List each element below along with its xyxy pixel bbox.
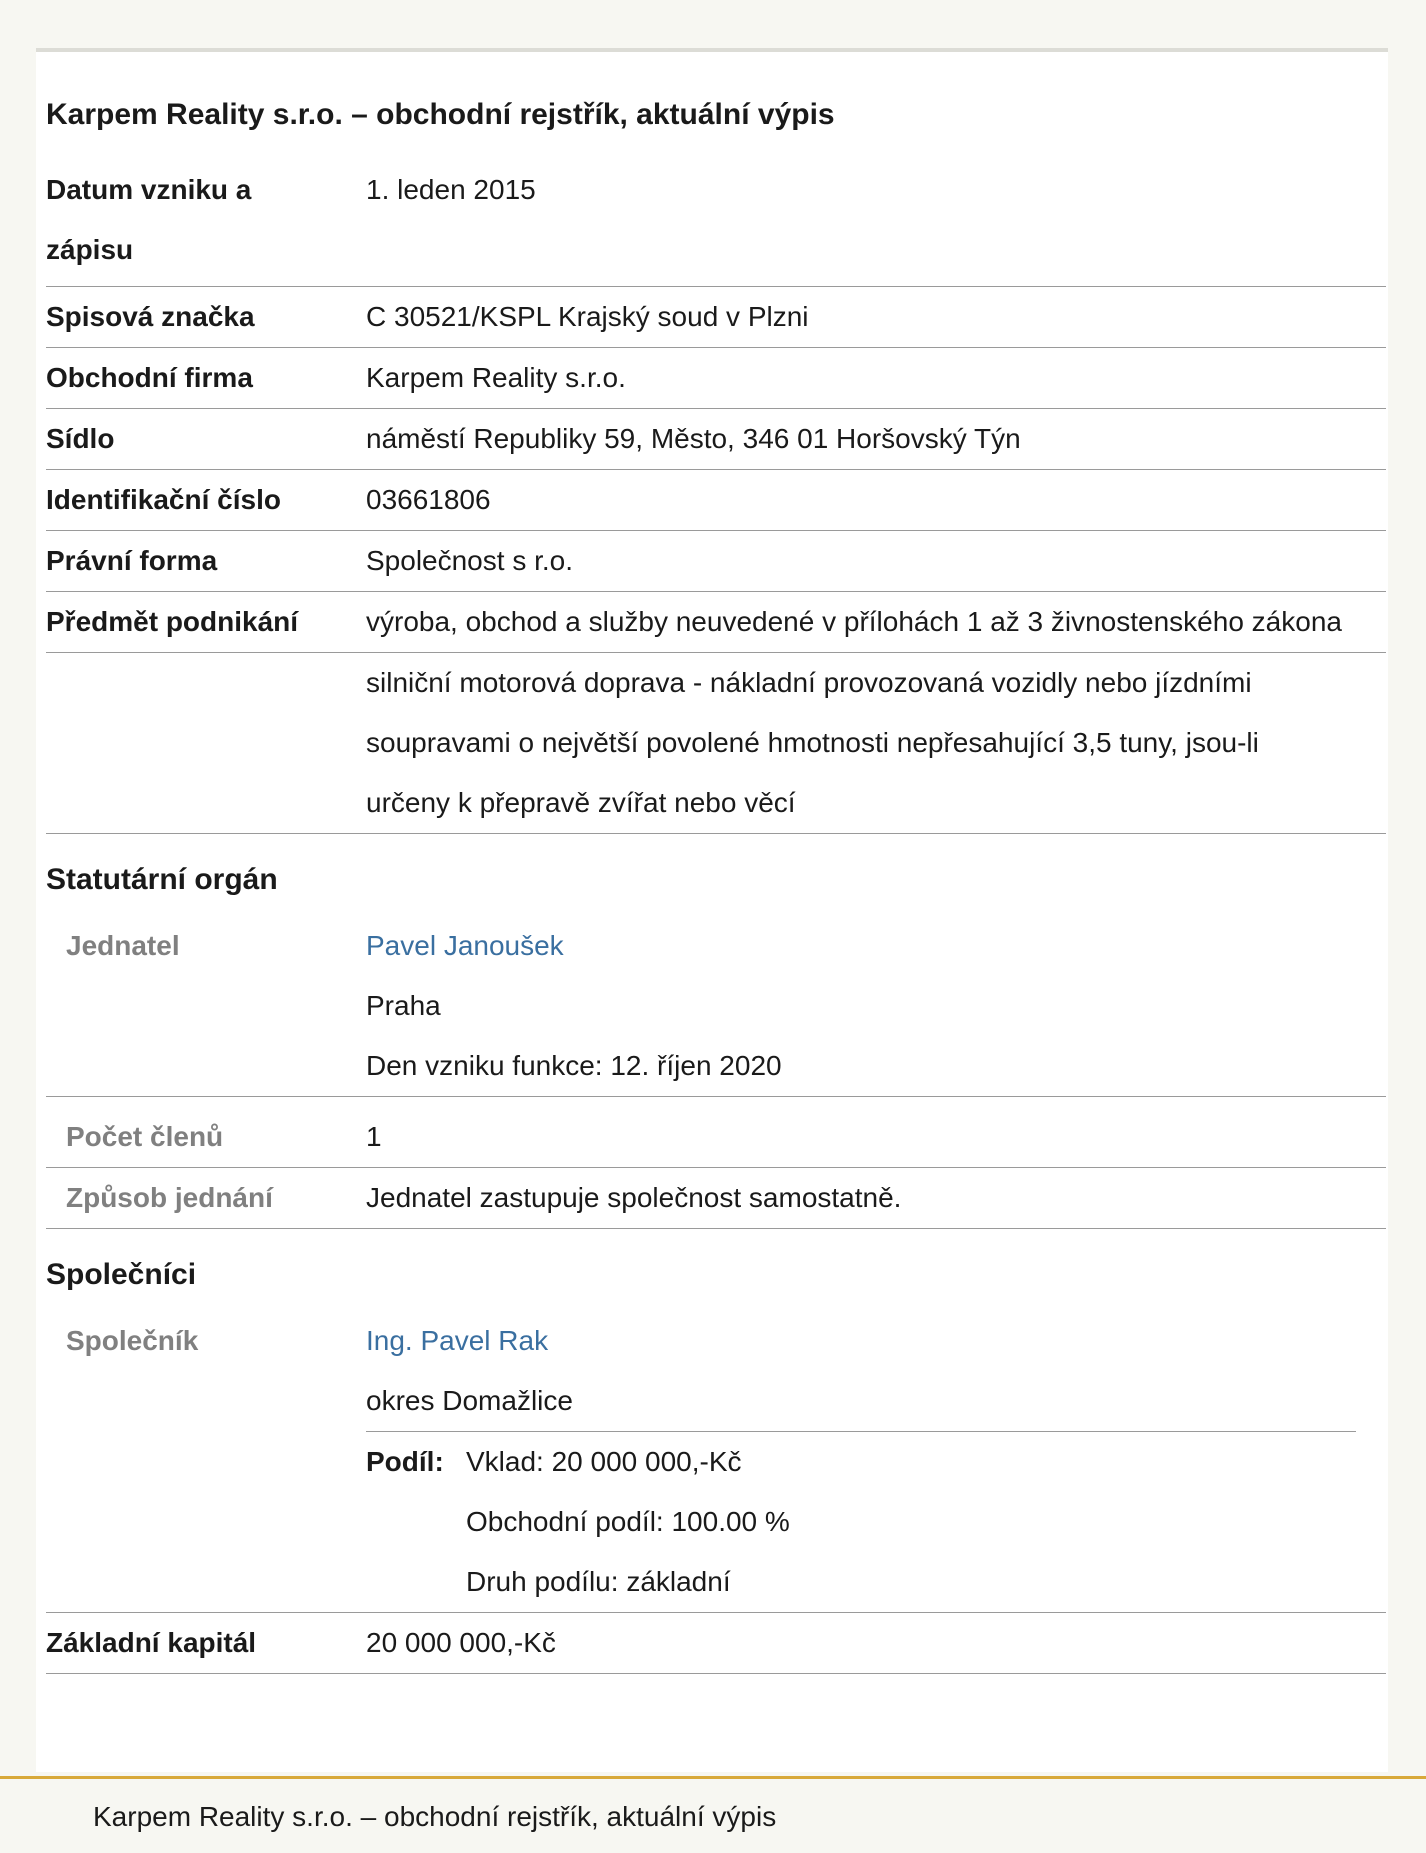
jednatel-name-link[interactable]: Pavel Janoušek — [366, 930, 564, 961]
value-id-number: 03661806 — [366, 484, 491, 515]
label-members-count: Počet členů — [66, 1121, 224, 1152]
value-business-activity-2: silniční motorová doprava - nákladní provozovaná vozidly nebo jízdními soupravami o největší povolené hmotnosti nepřesahující 3,5 tuny, jsou-li určeny k přepravě zvířat nebo věcí — [366, 667, 1259, 818]
row-partner — [46, 1311, 1386, 1613]
value-file-number: C 30521/KSPL Krajský soud v Plzni — [366, 301, 809, 332]
partners-heading: Společníci — [46, 1258, 197, 1291]
row-acting-method — [46, 1168, 1386, 1229]
statutory-heading: Statutární orgán — [46, 863, 278, 896]
partner-name-link[interactable]: Ing. Pavel Rak — [366, 1325, 549, 1356]
jednatel-city: Praha — [366, 990, 441, 1021]
share-details — [466, 1432, 790, 1612]
label-acting-method: Způsob jednání — [66, 1182, 273, 1213]
registry-table — [46, 160, 1386, 1674]
value-legal-form: Společnost s r.o. — [366, 545, 574, 576]
share-percent: Obchodní podíl: 100.00 % — [466, 1506, 790, 1537]
share-type: Druh podílu: základní — [466, 1566, 731, 1597]
row-capital — [46, 1613, 1386, 1674]
row-id-number — [46, 470, 1386, 531]
footer-title: Karpem Reality s.r.o. – obchodní rejstřík, aktuální výpis — [93, 1801, 777, 1832]
value-members-count: 1 — [366, 1121, 382, 1152]
value-seat: náměstí Republiky 59, Město, 346 01 Horšovský Týn — [366, 423, 1021, 454]
value-jednatel — [366, 916, 1386, 1096]
footer-bar — [0, 1776, 1426, 1853]
label-file-number: Spisová značka — [46, 301, 255, 332]
label-partner: Společník — [66, 1325, 199, 1356]
row-jednatel — [46, 916, 1386, 1097]
partner-region: okres Domažlice — [366, 1385, 573, 1416]
value-business-activity: výroba, obchod a služby neuvedené v přílohách 1 až 3 živnostenského zákona — [366, 606, 1342, 637]
value-capital: 20 000 000,-Kč — [366, 1627, 556, 1658]
label-capital: Základní kapitál — [46, 1627, 257, 1658]
row-founding-date — [46, 160, 1386, 287]
row-business-activity-2 — [46, 653, 1386, 834]
label-id-number: Identifikační číslo — [46, 484, 281, 515]
row-file-number — [46, 287, 1386, 348]
value-company-name: Karpem Reality s.r.o. — [366, 362, 626, 393]
row-business-activity — [46, 592, 1386, 653]
share-block — [366, 1431, 1356, 1612]
value-acting-method: Jednatel zastupuje společnost samostatně. — [366, 1182, 902, 1213]
label-founding-date: Datum vzniku a zápisu — [46, 174, 252, 265]
registry-extract — [36, 48, 1388, 1772]
row-company-name — [46, 348, 1386, 409]
row-members-count — [46, 1097, 1386, 1168]
value-partner — [366, 1311, 1386, 1612]
label-empty — [46, 653, 366, 833]
label-company-name: Obchodní firma — [46, 362, 253, 393]
page-title: Karpem Reality s.r.o. – obchodní rejstřík, aktuální výpis — [46, 98, 835, 131]
label-seat: Sídlo — [46, 423, 115, 454]
label-jednatel: Jednatel — [66, 930, 180, 961]
value-founding-date: 1. leden 2015 — [366, 174, 536, 205]
label-business-activity: Předmět podnikání — [46, 606, 299, 637]
share-label: Podíl: — [366, 1446, 444, 1477]
jednatel-since: Den vzniku funkce: 12. říjen 2020 — [366, 1050, 782, 1081]
row-seat — [46, 409, 1386, 470]
row-legal-form — [46, 531, 1386, 592]
share-deposit: Vklad: 20 000 000,-Kč — [466, 1446, 742, 1477]
label-legal-form: Právní forma — [46, 545, 218, 576]
